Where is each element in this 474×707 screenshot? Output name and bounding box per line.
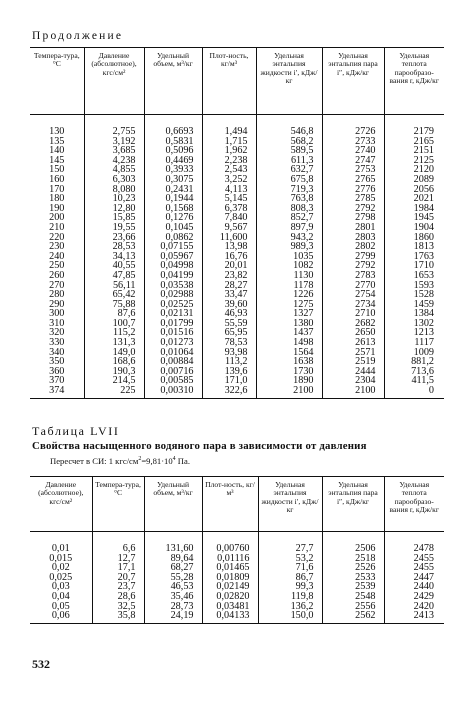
table-cell: 171,0 [202, 376, 256, 386]
table-cell: 10,23 [84, 194, 144, 204]
table-cell: 0,06 [30, 611, 92, 623]
spacer-cell [92, 532, 144, 545]
table-cell: 1763 [384, 252, 444, 262]
table-cell: 32,5 [92, 602, 144, 612]
table-cell: 2650 [322, 328, 384, 338]
table-cell: 1890 [256, 376, 322, 386]
table-cell: 55,28 [144, 573, 202, 583]
table-cell: 546,8 [256, 127, 322, 137]
header-density: Плот-ность, кг/м³ [202, 48, 256, 115]
table-cell: 2506 [322, 544, 384, 554]
table-cell: 1593 [384, 281, 444, 291]
table-cell: 2533 [322, 573, 384, 583]
table-cell: 3,685 [84, 146, 144, 156]
table-header-row [30, 477, 444, 532]
table-cell: 2,755 [84, 127, 144, 137]
table-cell: 350 [49, 356, 65, 368]
table-cell: 53,2 [258, 554, 322, 564]
table-cell: 2785 [322, 194, 384, 204]
table-cell: 881,2 [384, 357, 444, 367]
table-cell: 2420 [384, 602, 444, 612]
table-cell: 2747 [322, 156, 384, 166]
table-cell: 170 [49, 183, 65, 195]
table-cell: 0,01 [51, 543, 70, 554]
table-cell: 260 [49, 269, 65, 281]
table-cell: 1035 [256, 252, 322, 262]
table-cell: 0,04133 [202, 611, 258, 623]
table-cell: 4,238 [84, 156, 144, 166]
table-cell: 808,3 [256, 204, 322, 214]
table-cell: 2444 [322, 367, 384, 377]
table-cell: 2455 [384, 563, 444, 573]
table-cell: 0,6693 [144, 127, 202, 137]
header-vapor-enthalpy: Удельная энтальпия пара i″, кДж/кг [322, 48, 384, 115]
table-cell: 1178 [256, 281, 322, 291]
table-cell: 2792 [322, 204, 384, 214]
table-cell: 12,7 [92, 554, 144, 564]
table-cell: 0,01465 [202, 563, 258, 573]
table-cell: 46,53 [144, 582, 202, 592]
table-cell: 360 [49, 365, 65, 377]
table-cell: 611,3 [256, 156, 322, 166]
table-cell: 719,3 [256, 185, 322, 195]
header-vaporization-heat: Удельная теплота парообразо-вания r, кДж/кг [384, 48, 444, 115]
header-specific-volume: Удельный объем, м³/кг [144, 477, 202, 532]
table-cell: 93,98 [202, 348, 256, 358]
table-cell: 250 [49, 260, 65, 272]
table-cell: 852,7 [256, 213, 322, 223]
table-cell: 220 [49, 231, 65, 243]
table-cell: 2562 [322, 611, 384, 623]
table-cell: 632,7 [256, 165, 322, 175]
table-cell: 0,01116 [202, 554, 258, 564]
table-cell: 16,76 [202, 252, 256, 262]
table-cell: 119,8 [258, 592, 322, 602]
table-cell: 0,01273 [144, 338, 202, 348]
table-cell: 1459 [384, 300, 444, 310]
table-cell: 65,95 [202, 328, 256, 338]
table-cell: 135 [49, 135, 65, 147]
table-cell: 115,2 [84, 328, 144, 338]
table-cell: 100,7 [84, 319, 144, 329]
table-cell: 180 [49, 193, 65, 205]
table-cell: 0,03481 [202, 602, 258, 612]
table-cell: 0 [384, 386, 444, 398]
table-cell: 1638 [256, 357, 322, 367]
table-cell: 2798 [322, 213, 384, 223]
table-cell: 1528 [384, 290, 444, 300]
table-cell: 225 [84, 386, 144, 398]
continuation-heading: Продолжение [32, 30, 124, 42]
table-cell: 2440 [384, 582, 444, 592]
table-cell: 19,55 [84, 223, 144, 233]
table-cell: 17,1 [92, 563, 144, 573]
table-cell: 2754 [322, 290, 384, 300]
table-cell: 1,494 [202, 127, 256, 137]
table-cell: 0,1276 [144, 213, 202, 223]
table-cell: 2803 [322, 233, 384, 243]
table-cell: 2447 [384, 573, 444, 583]
table-cell: 2304 [322, 376, 384, 386]
table-cell: 2556 [322, 602, 384, 612]
table-cell: 0,00884 [144, 357, 202, 367]
conversion-exponent-2: 4 [172, 456, 176, 463]
table-cell: 0,025 [49, 571, 73, 583]
si-conversion-note [50, 456, 190, 466]
table-cell: 897,9 [256, 223, 322, 233]
header-pressure: Давление (абсолютное), кгс/см² [30, 477, 92, 532]
table-cell: 0,02131 [144, 309, 202, 319]
table-cell: 23,66 [84, 233, 144, 243]
table-cell: 39,60 [202, 300, 256, 310]
table-row [30, 386, 444, 398]
header-vapor-enthalpy: Удельная энтальпия пара i″, кДж/кг [322, 477, 384, 532]
table-cell: 240 [49, 250, 65, 262]
table-cell: 374 [30, 386, 84, 398]
header-vaporization-heat: Удельная теплота парообразо-вания r, кДж/кг [384, 477, 444, 532]
table-cell: 2413 [384, 611, 444, 623]
table-cell: 1380 [256, 319, 322, 329]
table-header-row [30, 48, 444, 115]
table-cell: 1498 [256, 338, 322, 348]
table-cell: 2,238 [202, 156, 256, 166]
table-cell: 2776 [322, 185, 384, 195]
table-cell: 55,59 [202, 319, 256, 329]
table-cell: 0,05967 [144, 252, 202, 262]
table-cell: 0,4469 [144, 156, 202, 166]
table-cell: 0,03 [51, 581, 70, 593]
table-row [30, 611, 444, 623]
table-cell: 0,04199 [144, 271, 202, 281]
table-title: Свойства насыщенного водяного пара в зависимости от давления [32, 440, 367, 452]
table-cell: 2548 [322, 592, 384, 602]
table-cell: 1730 [256, 367, 322, 377]
table-cell: 0,01799 [144, 319, 202, 329]
table-cell: 1327 [256, 309, 322, 319]
table-cell: 24,19 [144, 611, 202, 623]
table-cell: 1945 [384, 213, 444, 223]
table-cell: 4,113 [202, 185, 256, 195]
table-cell: 2100 [256, 386, 322, 398]
table-cell: 2021 [384, 194, 444, 204]
table-cell: 78,53 [202, 338, 256, 348]
table-cell: 0,5831 [144, 137, 202, 147]
table-cell: 0,05 [51, 600, 70, 612]
table-cell: 4,855 [84, 165, 144, 175]
table-cell: 2429 [384, 592, 444, 602]
table-cell: 1117 [384, 338, 444, 348]
table-cell: 1904 [384, 223, 444, 233]
table-cell: 2526 [322, 563, 384, 573]
table-cell: 1130 [256, 271, 322, 281]
table-cell: 0,02988 [144, 290, 202, 300]
table-cell: 2801 [322, 223, 384, 233]
table-cell: 210 [49, 221, 65, 233]
table-cell: 0,00760 [202, 544, 258, 554]
header-density: Плот-ность, кг/м³ [202, 477, 258, 532]
table-cell: 0,02149 [202, 582, 258, 592]
conversion-middle: =9,81·10 [141, 456, 173, 466]
table-cell: 27,7 [258, 544, 322, 554]
table-cell: 8,080 [84, 185, 144, 195]
table-cell: 23,82 [202, 271, 256, 281]
table-cell: 1,715 [202, 137, 256, 147]
table-cell: 149,0 [84, 348, 144, 358]
table-cell: 300 [49, 308, 65, 320]
table-cell: 2151 [384, 146, 444, 156]
table-cell: 0,3075 [144, 175, 202, 185]
table-cell: 2056 [384, 185, 444, 195]
table-cell: 0,00310 [144, 386, 202, 398]
table-cell: 5,145 [202, 194, 256, 204]
table-cell: 1710 [384, 261, 444, 271]
table-cell: 322,6 [202, 386, 256, 398]
table-cell: 9,567 [202, 223, 256, 233]
table-cell: 2740 [322, 146, 384, 156]
table-cell: 270 [49, 279, 65, 291]
header-temperature: Темпера-тура, °С [92, 477, 144, 532]
table-cell: 1275 [256, 300, 322, 310]
table-cell: 34,13 [84, 252, 144, 262]
table-cell: 2125 [384, 156, 444, 166]
table-cell: 2770 [322, 281, 384, 291]
table-cell: 0,00585 [144, 376, 202, 386]
table-cell: 1653 [384, 271, 444, 281]
table-cell: 763,8 [256, 194, 322, 204]
table-cell: 230 [49, 241, 65, 253]
table-cell: 1082 [256, 261, 322, 271]
table-cell: 1302 [384, 319, 444, 329]
table-cell: 68,27 [144, 563, 202, 573]
table-cell: 411,5 [384, 376, 444, 386]
table-cell: 65,42 [84, 290, 144, 300]
table-cell: 214,5 [84, 376, 144, 386]
header-specific-volume: Удельный объем, м³/кг [144, 48, 202, 115]
header-liquid-enthalpy: Удельная энтальпия жидкости i′, кДж/кг [258, 477, 322, 532]
table-cell: 87,6 [84, 309, 144, 319]
table-cell: 7,840 [202, 213, 256, 223]
table-cell: 2753 [322, 165, 384, 175]
table-cell: 2179 [384, 127, 444, 137]
table-cell: 11,600 [202, 233, 256, 243]
table-cell: 320 [49, 327, 65, 339]
table-cell: 47,85 [84, 271, 144, 281]
table-cell: 130 [49, 126, 65, 137]
table-cell: 6,6 [92, 544, 144, 554]
table-cell: 290 [49, 298, 65, 310]
header-pressure: Давление (абсолютное), кгс/см² [84, 48, 144, 115]
table-cell: 0,02525 [144, 300, 202, 310]
table-cell: 2613 [322, 338, 384, 348]
table-cell: 1384 [384, 309, 444, 319]
table-cell: 2799 [322, 252, 384, 262]
table-cell: 2519 [322, 357, 384, 367]
table-cell: 568,2 [256, 137, 322, 147]
table-cell: 2518 [322, 554, 384, 564]
table-cell: 2120 [384, 165, 444, 175]
table-cell: 190,3 [84, 367, 144, 377]
table-cell: 28,27 [202, 281, 256, 291]
table-cell: 99,3 [258, 582, 322, 592]
table-cell: 1,962 [202, 146, 256, 156]
table-cell: 310 [49, 317, 65, 329]
table-cell: 33,47 [202, 290, 256, 300]
table-cell: 46,93 [202, 309, 256, 319]
table-cell: 145 [49, 154, 65, 166]
table-cell: 20,01 [202, 261, 256, 271]
table-cell: 1813 [384, 242, 444, 252]
table-cell: 0,0862 [144, 233, 202, 243]
table-cell: 0,1045 [144, 223, 202, 233]
table-cell: 2710 [322, 309, 384, 319]
table-cell: 200 [49, 212, 65, 224]
table-cell: 168,6 [84, 357, 144, 367]
table-cell: 0,04 [51, 590, 70, 602]
table-cell: 2478 [384, 544, 444, 554]
table-cell: 140 [49, 145, 65, 157]
table-cell: 0,01064 [144, 348, 202, 358]
table-cell: 35,46 [144, 592, 202, 602]
table-cell: 0,02820 [202, 592, 258, 602]
table-cell: 23,7 [92, 582, 144, 592]
header-liquid-enthalpy: Удельная энтальпия жидкости i′, кДж/кг [256, 48, 322, 115]
table-cell: 0,03538 [144, 281, 202, 291]
table-cell: 13,98 [202, 242, 256, 252]
table-cell: 12,80 [84, 204, 144, 214]
table-cell: 280 [49, 289, 65, 301]
table-cell: 1437 [256, 328, 322, 338]
table-cell: 2089 [384, 175, 444, 185]
conversion-prefix: Пересчет в СИ: 1 кгс/см [50, 456, 139, 466]
table-cell: 190 [49, 202, 65, 214]
table-cell: 0,015 [49, 552, 73, 564]
table-cell: 3,192 [84, 137, 144, 147]
table-cell: 131,3 [84, 338, 144, 348]
table-cell: 1984 [384, 204, 444, 214]
table-cell: 40,55 [84, 261, 144, 271]
table-cell: 370 [49, 375, 65, 387]
conversion-suffix: Па. [175, 456, 190, 466]
table-cell: 2802 [322, 242, 384, 252]
table-cell: 0,5096 [144, 146, 202, 156]
page-number: 532 [32, 657, 50, 671]
table-cell: 0,1568 [144, 204, 202, 214]
table-cell: 0,1944 [144, 194, 202, 204]
table-cell: 2726 [322, 127, 384, 137]
table-cell: 2165 [384, 137, 444, 147]
table-cell: 0,3933 [144, 165, 202, 175]
table-cell: 0,00716 [144, 367, 202, 377]
table-cell: 1860 [384, 233, 444, 243]
table-cell: 113,2 [202, 357, 256, 367]
table-cell: 28,73 [144, 602, 202, 612]
table-cell: 2571 [322, 348, 384, 358]
table-cell: 160 [49, 173, 65, 185]
pressure-properties-table [30, 476, 444, 624]
table-cell: 6,378 [202, 204, 256, 214]
table-cell: 3,252 [202, 175, 256, 185]
table-cell: 139,6 [202, 367, 256, 377]
table-cell: 15,85 [84, 213, 144, 223]
header-temperature: Темпера-тура, °С [30, 48, 84, 115]
table-cell: 2733 [322, 137, 384, 147]
table-cell: 89,64 [144, 554, 202, 564]
table-cell: 2455 [384, 554, 444, 564]
table-cell: 1009 [384, 348, 444, 358]
table-cell: 0,01809 [202, 573, 258, 583]
table-cell: 6,303 [84, 175, 144, 185]
table-cell: 35,8 [92, 611, 144, 623]
table-cell: 2783 [322, 271, 384, 281]
conversion-exponent-1: 2 [138, 456, 142, 463]
temperature-properties-table [30, 47, 444, 399]
table-number-label: Таблица LVII [32, 424, 120, 438]
table-cell: 2765 [322, 175, 384, 185]
table-cell: 2539 [322, 582, 384, 592]
table-cell: 330 [49, 337, 65, 349]
table-cell: 75,88 [84, 300, 144, 310]
table-cell: 675,8 [256, 175, 322, 185]
table-cell: 2734 [322, 300, 384, 310]
table-cell: 0,2431 [144, 185, 202, 195]
table-cell: 1564 [256, 348, 322, 358]
table-cell: 56,11 [84, 281, 144, 291]
table-cell: 86,7 [258, 573, 322, 583]
table-cell: 71,6 [258, 563, 322, 573]
table-cell: 28,53 [84, 242, 144, 252]
table-cell: 989,3 [256, 242, 322, 252]
table-cell: 150 [49, 164, 65, 176]
table-cell: 0,07155 [144, 242, 202, 252]
table-cell: 1213 [384, 328, 444, 338]
table-cell: 2682 [322, 319, 384, 329]
table-cell: 589,5 [256, 146, 322, 156]
table-cell: 0,02 [51, 562, 70, 574]
table-cell: 2792 [322, 261, 384, 271]
table-cell: 20,7 [92, 573, 144, 583]
table-cell: 1226 [256, 290, 322, 300]
table-cell: 943,2 [256, 233, 322, 243]
table-cell: 2100 [322, 386, 384, 398]
table-cell: 136,2 [258, 602, 322, 612]
table-cell: 150,0 [258, 611, 322, 623]
table-cell: 2,543 [202, 165, 256, 175]
table-cell: 340 [49, 346, 65, 358]
table-cell: 0,01516 [144, 328, 202, 338]
table-cell: 131,60 [144, 544, 202, 554]
table-cell: 0,04998 [144, 261, 202, 271]
table-cell: 28,6 [92, 592, 144, 602]
table-cell: 713,6 [384, 367, 444, 377]
